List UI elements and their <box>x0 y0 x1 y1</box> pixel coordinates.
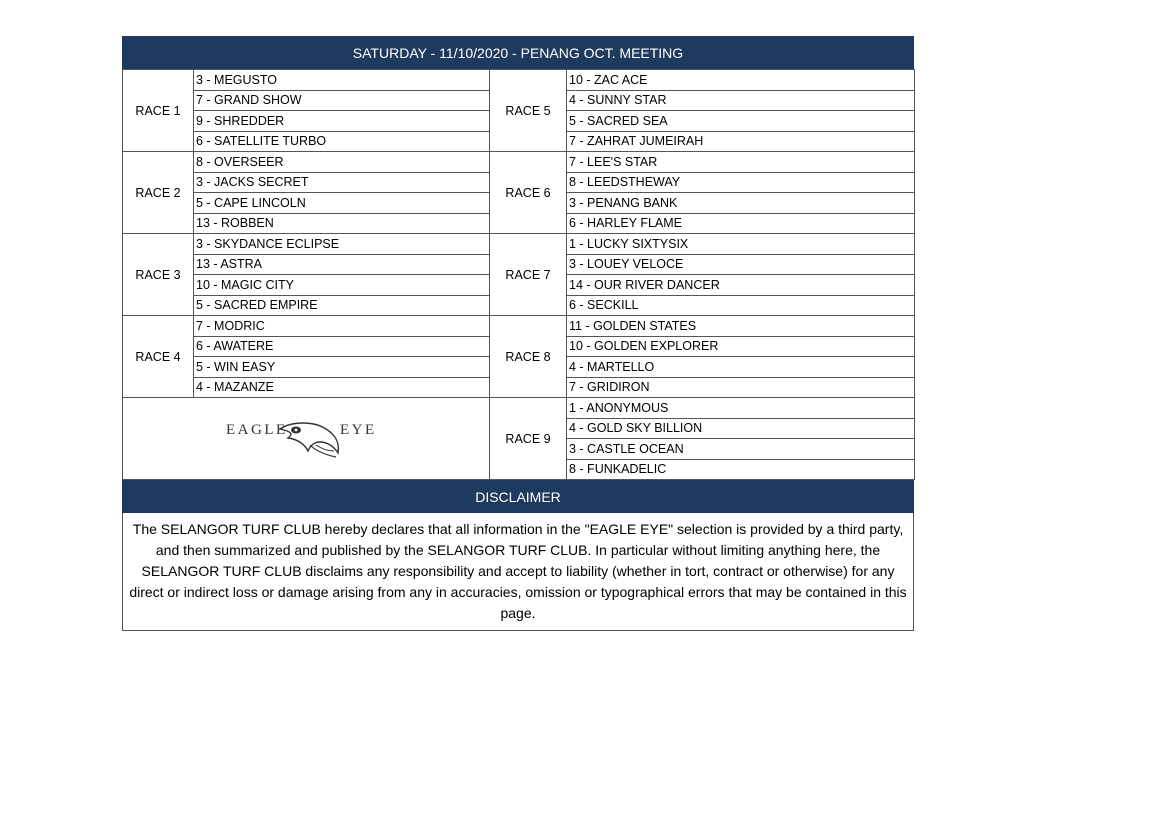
eagle-head-icon <box>222 415 392 459</box>
horse-selection: 5 - SACRED EMPIRE <box>194 295 490 316</box>
horse-selection: 6 - SECKILL <box>567 295 915 316</box>
horse-selection: 9 - SHREDDER <box>194 111 490 132</box>
horse-selection: 7 - GRAND SHOW <box>194 90 490 111</box>
horse-selection: 13 - ASTRA <box>194 254 490 275</box>
race-label: RACE 2 <box>123 152 194 234</box>
table-row <box>123 152 915 173</box>
horse-selection: 10 - GOLDEN EXPLORER <box>567 336 915 357</box>
table-row <box>123 316 915 337</box>
horse-selection: 8 - OVERSEER <box>194 152 490 173</box>
horse-selection: 4 - MAZANZE <box>194 377 490 398</box>
horse-selection: 7 - LEE'S STAR <box>567 152 915 173</box>
horse-selection: 8 - FUNKADELIC <box>567 459 915 480</box>
eagle-eye-logo <box>222 415 392 459</box>
logo-cell <box>123 398 490 480</box>
horse-selection: 8 - LEEDSTHEWAY <box>567 172 915 193</box>
logo-wordmark: EAGLE EYE <box>226 422 377 438</box>
horse-selection: 3 - LOUEY VELOCE <box>567 254 915 275</box>
horse-selection: 7 - ZAHRAT JUMEIRAH <box>567 131 915 152</box>
race-label: RACE 5 <box>490 70 567 152</box>
horse-selection: 4 - MARTELLO <box>567 357 915 378</box>
horse-selection: 5 - CAPE LINCOLN <box>194 193 490 214</box>
race-label: RACE 7 <box>490 234 567 316</box>
race-label: RACE 3 <box>123 234 194 316</box>
table-row <box>123 70 915 91</box>
horse-selection: 6 - HARLEY FLAME <box>567 213 915 234</box>
horse-selection: 3 - SKYDANCE ECLIPSE <box>194 234 490 255</box>
horse-selection: 7 - GRIDIRON <box>567 377 915 398</box>
horse-selection: 5 - SACRED SEA <box>567 111 915 132</box>
horse-selection: 11 - GOLDEN STATES <box>567 316 915 337</box>
races-table <box>122 69 915 480</box>
horse-selection: 13 - ROBBEN <box>194 213 490 234</box>
race-selection-sheet <box>122 36 914 631</box>
horse-selection: 6 - SATELLITE TURBO <box>194 131 490 152</box>
race-label: RACE 4 <box>123 316 194 398</box>
race-label: RACE 8 <box>490 316 567 398</box>
table-row <box>123 234 915 255</box>
horse-selection: 1 - LUCKY SIXTYSIX <box>567 234 915 255</box>
horse-selection: 10 - MAGIC CITY <box>194 275 490 296</box>
horse-selection: 4 - SUNNY STAR <box>567 90 915 111</box>
horse-selection: 1 - ANONYMOUS <box>567 398 915 419</box>
horse-selection: 6 - AWATERE <box>194 336 490 357</box>
disclaimer-title: DISCLAIMER <box>122 480 914 513</box>
horse-selection: 7 - MODRIC <box>194 316 490 337</box>
horse-selection: 3 - PENANG BANK <box>567 193 915 214</box>
horse-selection: 4 - GOLD SKY BILLION <box>567 418 915 439</box>
horse-selection: 14 - OUR RIVER DANCER <box>567 275 915 296</box>
race-label: RACE 9 <box>490 398 567 480</box>
horse-selection: 3 - CASTLE OCEAN <box>567 439 915 460</box>
horse-selection: 5 - WIN EASY <box>194 357 490 378</box>
table-row <box>123 398 915 419</box>
race-label: RACE 6 <box>490 152 567 234</box>
horse-selection: 3 - JACKS SECRET <box>194 172 490 193</box>
disclaimer-text: The SELANGOR TURF CLUB hereby declares that all information in the "EAGLE EYE" selection is provided by a third party, and then summarized and published by the SELANGOR TURF CLUB. In particular without limiting anything here, the SELANGOR TURF CLUB disclaims any responsibility and accept to liability (whether in tort, contract or otherwise) for any direct or indirect loss or damage arising from any in accuracies, omission or typographical errors that may be contained in this page. <box>122 513 914 631</box>
horse-selection: 3 - MEGUSTO <box>194 70 490 91</box>
horse-selection: 10 - ZAC ACE <box>567 70 915 91</box>
meeting-title: SATURDAY - 11/10/2020 - PENANG OCT. MEETING <box>122 36 914 69</box>
race-label: RACE 1 <box>123 70 194 152</box>
